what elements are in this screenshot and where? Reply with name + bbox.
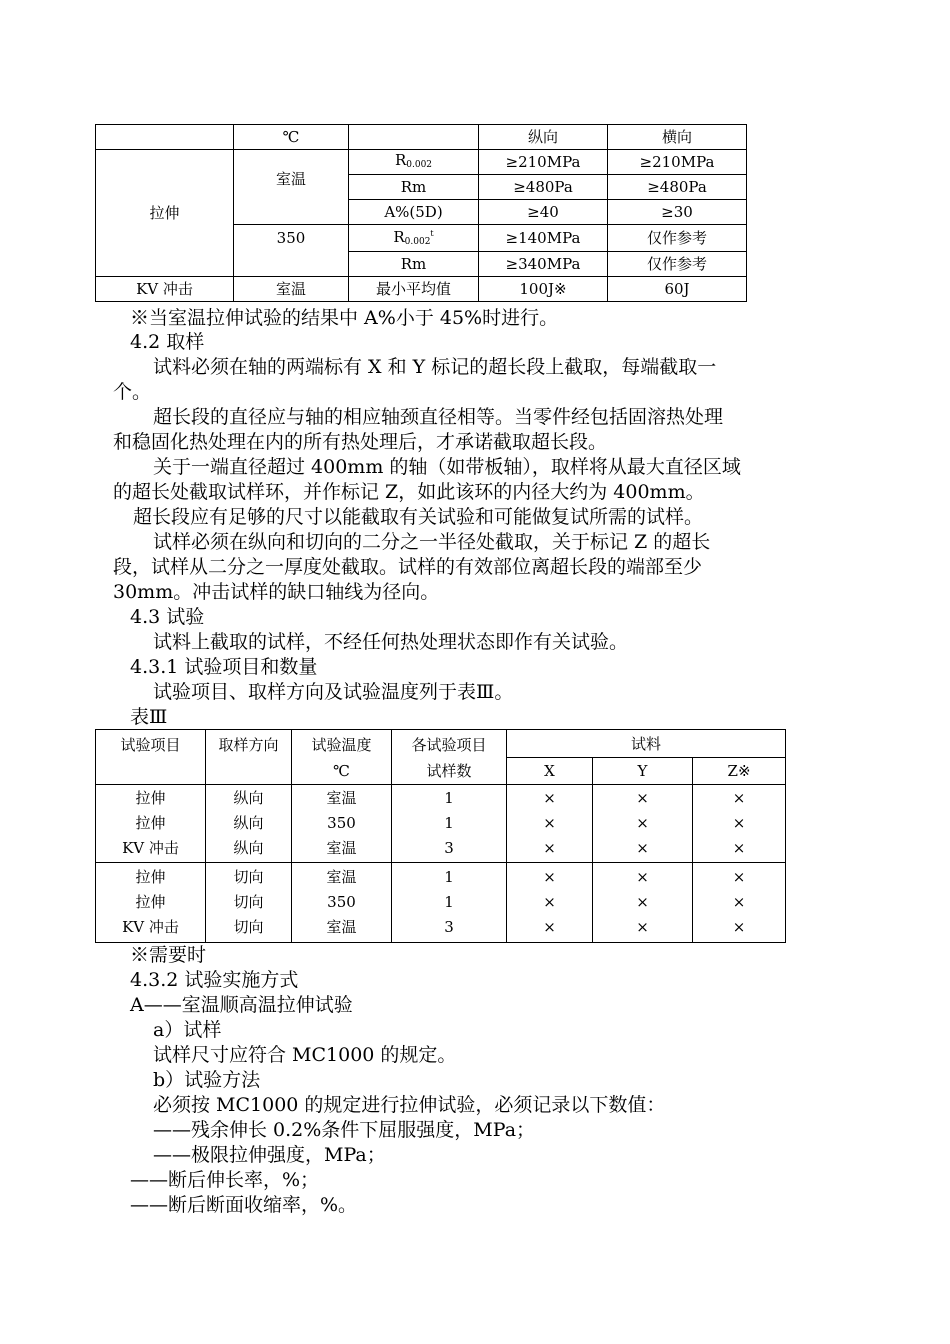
table-row — [96, 277, 747, 302]
cell-line: 3 — [444, 918, 454, 936]
paragraph: 超长段应有足够的尺寸以能截取有关试验和可能做复试所需的试样。 — [133, 506, 704, 528]
header-temperature — [292, 730, 392, 785]
list-item: ——断后伸长率，%； — [130, 1169, 320, 1191]
table-cell: ≥140MPa — [479, 225, 608, 252]
cell-line: 拉伸 — [135, 789, 166, 807]
section-4-3-1: 4.3.1 试验项目和数量 — [130, 656, 318, 678]
r-symbol: R — [394, 150, 407, 169]
note-2: ※需要时 — [130, 944, 207, 966]
cell-line: KV 冲击 — [122, 918, 179, 936]
table-cell: ≥480Pa — [608, 175, 747, 200]
group2-z — [693, 863, 786, 943]
table-row — [96, 730, 786, 758]
cell-line: × — [543, 868, 556, 886]
group1-counts — [392, 785, 507, 863]
paragraph: 试验项目、取样方向及试验温度列于表Ⅲ。 — [153, 681, 514, 703]
section-4-2: 4.2 取样 — [130, 331, 205, 353]
header-item: 试验项目 — [96, 730, 206, 785]
group2-dirs — [206, 863, 292, 943]
cell-line: × — [732, 789, 746, 807]
room-temp-cell: 室温 — [234, 150, 349, 225]
header-x: X — [507, 758, 593, 785]
r0002t-cell — [349, 225, 479, 252]
cell-line: 切向 — [233, 893, 264, 911]
paragraph: 必须按 MC1000 的规定进行拉伸试验，必须记录以下数值： — [153, 1094, 666, 1116]
group2-counts — [392, 863, 507, 943]
paragraph: 试料必须在轴的两端标有 X 和 Y 标记的超长段上截取，每端截取一 — [153, 356, 717, 378]
cell-line: × — [732, 868, 746, 886]
cell-line: 1 — [444, 789, 454, 807]
r-symbol: R — [393, 228, 405, 246]
cell-line: 1 — [444, 868, 454, 886]
paragraph: 试样必须在纵向和切向的二分之一半径处截取，关于标记 Z 的超长 — [153, 531, 711, 553]
cell-line: × — [732, 814, 746, 832]
list-item: ——残余伸长 0.2%条件下屈服强度，MPa； — [153, 1119, 536, 1141]
table-cell: 仅作参考 — [608, 225, 747, 252]
section-4-3-2: 4.3.2 试验实施方式 — [130, 969, 299, 991]
tensile-label: 拉伸 — [96, 150, 234, 277]
cell-line: 室温 — [326, 839, 357, 857]
cell-line: 1 — [444, 893, 454, 911]
cell-line: × — [636, 893, 649, 911]
header-temp-line1: 试验温度 — [311, 736, 372, 754]
cell-line: × — [732, 839, 746, 857]
cell-line: 纵向 — [233, 814, 264, 832]
group1-y — [593, 785, 693, 863]
group1-items — [96, 785, 206, 863]
paragraph: 30mm。冲击试样的缺口轴线为径向。 — [113, 581, 440, 603]
table-row-group — [96, 863, 786, 943]
group2-temps — [292, 863, 392, 943]
cell-line: × — [636, 789, 649, 807]
cell-line: 拉伸 — [135, 868, 166, 886]
header-material: 试料 — [507, 730, 786, 758]
group2-x — [507, 863, 593, 943]
header-cell: ℃ — [234, 125, 349, 150]
table-cell: ≥40 — [479, 200, 608, 225]
header-count-line2: 试样数 — [426, 762, 472, 780]
section-4-3: 4.3 试验 — [130, 606, 205, 628]
cell-line: × — [732, 893, 746, 911]
paragraph: 的超长处截取试样环，并作标记 Z，如此该环的内径大约为 400mm。 — [113, 481, 705, 503]
cell-line: × — [636, 839, 649, 857]
cell-line: 纵向 — [233, 839, 264, 857]
cell-line: 1 — [444, 814, 454, 832]
r-subscript: 0.002 — [404, 237, 431, 247]
paragraph: b）试验方法 — [153, 1069, 261, 1091]
table-cell: ≥480Pa — [479, 175, 608, 200]
paragraph: 超长段的直径应与轴的相应轴颈直径相等。当零件经包括固溶热处理 — [153, 406, 724, 428]
test-items-table — [95, 729, 786, 943]
group2-items — [96, 863, 206, 943]
cell-line: × — [543, 839, 556, 857]
table-cell: ≥210MPa — [479, 150, 608, 175]
cell-line: KV 冲击 — [122, 839, 179, 857]
kv-item: 最小平均值 — [349, 277, 479, 302]
paragraph: 和稳固化热处理在内的所有热处理后，才承诺截取超长段。 — [113, 431, 608, 453]
cell-line: 切向 — [233, 918, 264, 936]
cell-line: 拉伸 — [135, 814, 166, 832]
cell-line: 3 — [444, 839, 454, 857]
cell-line: 切向 — [233, 868, 264, 886]
table-row-group — [96, 785, 786, 863]
rm-cell: Rm — [349, 252, 479, 277]
cell-line: × — [543, 789, 556, 807]
group1-x — [507, 785, 593, 863]
cell-line: × — [543, 814, 556, 832]
cell-line: 纵向 — [233, 789, 264, 807]
header-cell — [349, 125, 479, 150]
table-cell: ≥30 — [608, 200, 747, 225]
header-z: Z※ — [693, 758, 786, 785]
paragraph: 段，试样从二分之一厚度处截取。试样的有效部位离超长段的端部至少 — [113, 556, 703, 578]
kv-label: KV 冲击 — [96, 277, 234, 302]
table-cell: ≥340MPa — [479, 252, 608, 277]
group1-z — [693, 785, 786, 863]
cell-line: × — [543, 918, 556, 936]
temp-350-cell: 350 — [234, 225, 349, 277]
cell-line: × — [636, 868, 649, 886]
header-cell: 横向 — [608, 125, 747, 150]
header-y: Y — [593, 758, 693, 785]
list-item: ——极限拉伸强度，MPa； — [153, 1144, 386, 1166]
table-cell: 仅作参考 — [608, 252, 747, 277]
header-count — [392, 730, 507, 785]
cell-line: 拉伸 — [135, 893, 166, 911]
group2-y — [593, 863, 693, 943]
cell-line: 室温 — [326, 868, 357, 886]
paragraph: A——室温顺高温拉伸试验 — [130, 994, 353, 1016]
header-count-line1: 各试验项目 — [411, 736, 487, 754]
table-cell: 60J — [608, 277, 747, 302]
r-superscript: t — [430, 229, 434, 238]
table-caption: 表Ⅲ — [130, 706, 168, 728]
table-cell: 100J※ — [479, 277, 608, 302]
cell-line: × — [543, 893, 556, 911]
group1-dirs — [206, 785, 292, 863]
cell-line: 室温 — [326, 789, 357, 807]
r0002-cell — [349, 150, 479, 175]
cell-line: × — [636, 814, 649, 832]
mechanical-properties-table — [95, 124, 747, 302]
paragraph: a）试样 — [153, 1019, 222, 1041]
paragraph: 试样尺寸应符合 MC1000 的规定。 — [153, 1044, 457, 1066]
cell-line: 室温 — [326, 918, 357, 936]
group1-temps — [292, 785, 392, 863]
rm-cell: Rm — [349, 175, 479, 200]
header-cell: 纵向 — [479, 125, 608, 150]
paragraph: 个。 — [113, 381, 152, 403]
cell-line: 350 — [327, 893, 356, 911]
header-cell — [96, 125, 234, 150]
cell-line: 350 — [327, 814, 356, 832]
table-row — [96, 125, 747, 150]
kv-temp: 室温 — [234, 277, 349, 302]
note-1: ※当室温拉伸试验的结果中 A%小于 45%时进行。 — [130, 307, 559, 329]
a5d-cell: A%(5D) — [349, 200, 479, 225]
cell-line: × — [636, 918, 649, 936]
table-row — [96, 150, 747, 175]
table-cell: ≥210MPa — [608, 150, 747, 175]
paragraph: 试料上截取的试样，不经任何热处理状态即作有关试验。 — [153, 631, 629, 653]
r-subscript: 0.002 — [406, 159, 433, 170]
paragraph: 关于一端直径超过 400mm 的轴（如带板轴），取样将从最大直径区域 — [153, 456, 741, 478]
cell-line: × — [732, 918, 746, 936]
header-direction: 取样方向 — [206, 730, 292, 785]
list-item: ——断后断面收缩率，%。 — [130, 1194, 358, 1216]
header-temp-line2: ℃ — [333, 762, 350, 780]
